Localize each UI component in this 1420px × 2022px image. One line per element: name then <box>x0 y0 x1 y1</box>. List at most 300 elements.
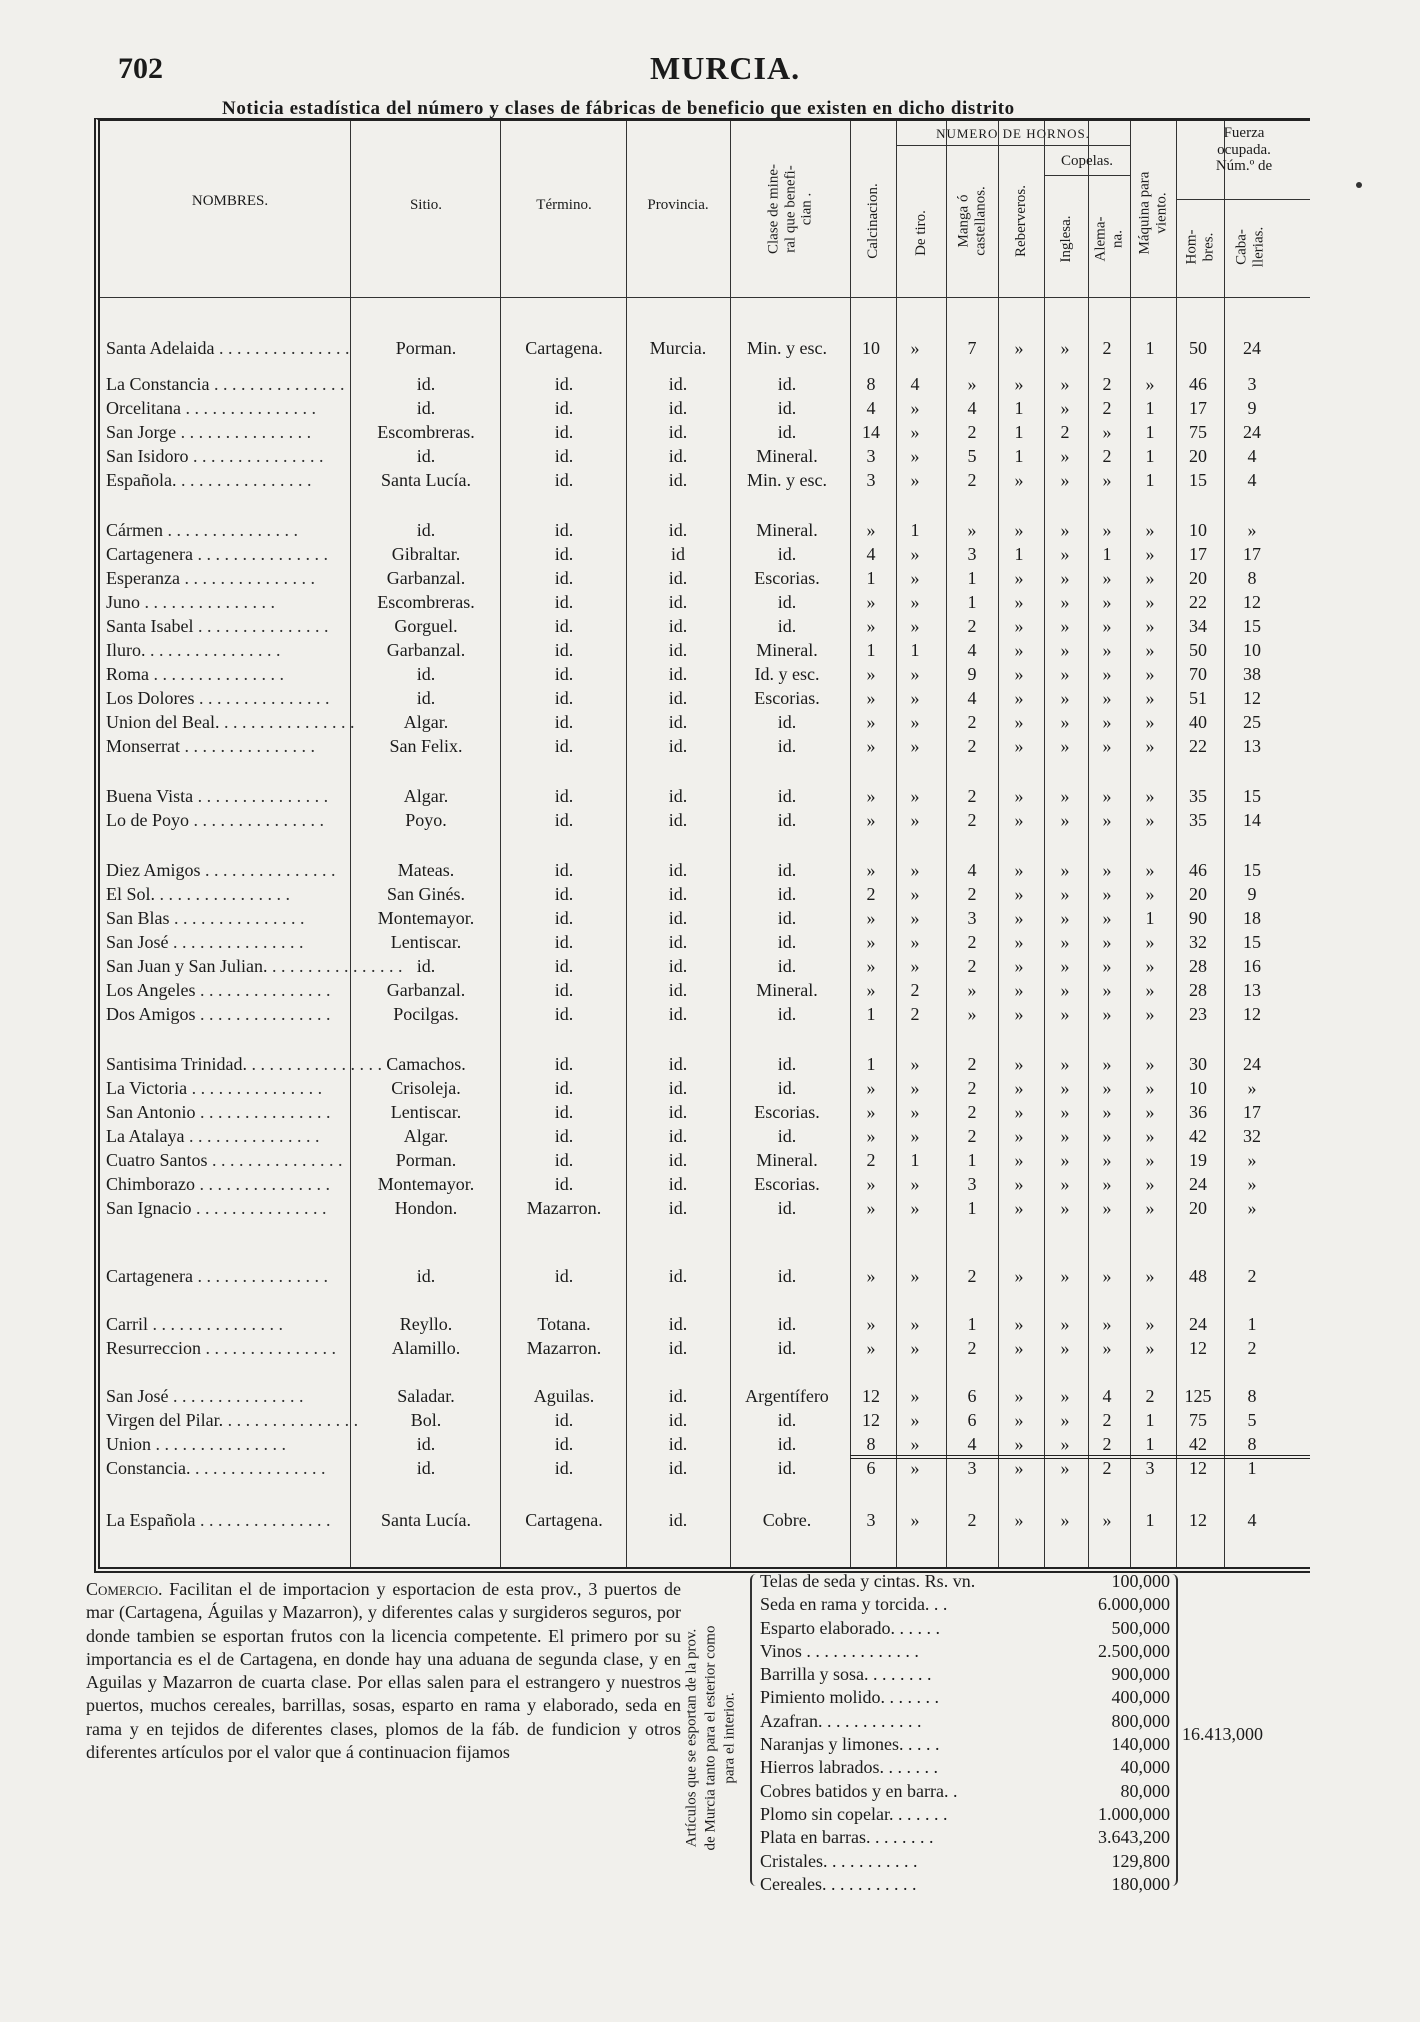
count-cell: 24 <box>1243 422 1261 442</box>
header-fuerza: Fuerza ocupada. Núm.º de <box>1215 125 1273 174</box>
count-cell: » <box>866 810 876 830</box>
count-cell: 36 <box>1189 1102 1207 1122</box>
count-cell: » <box>910 398 920 418</box>
count-cell: 22 <box>1189 592 1207 612</box>
count-cell: » <box>1060 908 1070 928</box>
count-cell: 42 <box>1189 1126 1207 1146</box>
count-cell: » <box>1102 884 1112 904</box>
count-cell: 12 <box>1243 1004 1261 1024</box>
count-cell: » <box>1145 810 1155 830</box>
count-cell: 1 <box>1247 1458 1257 1478</box>
table-row <box>100 1077 1310 1100</box>
export-item-label: Telas de seda y cintas. Rs. vn. <box>760 1571 976 1591</box>
table-row <box>100 955 1310 978</box>
municipality: id. <box>554 470 574 490</box>
site: Garbanzal. <box>386 640 466 660</box>
mineral-class: id. <box>777 1266 797 1286</box>
count-cell: » <box>1102 712 1112 732</box>
factory-name: Iluro. . . . . . . . . . . . . . . . <box>106 640 281 660</box>
count-cell: 2 <box>1247 1338 1257 1358</box>
count-cell: » <box>1060 544 1070 564</box>
municipality: id. <box>554 1150 574 1170</box>
count-cell: 2 <box>967 1126 977 1146</box>
count-cell: 2 <box>967 1078 977 1098</box>
count-cell: 14 <box>1243 810 1261 830</box>
count-cell: » <box>1145 1078 1155 1098</box>
count-cell: » <box>1060 1150 1070 1170</box>
count-cell: » <box>1247 1198 1257 1218</box>
province: id. <box>668 1198 688 1218</box>
mineral-class: id. <box>777 1078 797 1098</box>
count-cell: 48 <box>1189 1266 1207 1286</box>
count-cell: 2 <box>1102 374 1112 394</box>
table-row <box>100 615 1310 638</box>
count-cell: 1 <box>866 640 876 660</box>
province: id. <box>668 1386 688 1406</box>
header-caballerias: Caba- llerias. <box>1233 226 1266 268</box>
mineral-class: id. <box>777 1434 797 1454</box>
count-cell: » <box>1102 1510 1112 1530</box>
count-cell: » <box>1102 592 1112 612</box>
count-cell: 35 <box>1189 810 1207 830</box>
count-cell: » <box>1060 1102 1070 1122</box>
page-title: MURCIA. <box>650 50 801 86</box>
province: id. <box>668 1004 688 1024</box>
count-cell: » <box>1060 568 1070 588</box>
count-cell: 2 <box>866 1150 876 1170</box>
count-cell: » <box>1102 1266 1112 1286</box>
header-calcinacion: Calcinacion. <box>864 183 881 259</box>
count-cell: 1 <box>967 1150 977 1170</box>
count-cell: 1 <box>866 568 876 588</box>
province: Murcia. <box>649 338 707 358</box>
count-cell: » <box>910 1078 920 1098</box>
province: id. <box>668 1078 688 1098</box>
factory-name: La Victoria . . . . . . . . . . . . . . . <box>106 1078 323 1098</box>
count-cell: » <box>1014 736 1024 756</box>
count-cell: 1 <box>1102 544 1112 564</box>
count-cell: 2 <box>1102 1458 1112 1478</box>
province: id. <box>668 568 688 588</box>
count-cell: 20 <box>1189 568 1207 588</box>
count-cell: 1 <box>1145 470 1155 490</box>
municipality: id. <box>554 592 574 612</box>
count-cell: » <box>1060 446 1070 466</box>
table-row <box>100 1197 1310 1220</box>
count-cell: 2 <box>967 422 977 442</box>
factory-name: Monserrat . . . . . . . . . . . . . . . <box>106 736 315 756</box>
count-cell: » <box>866 712 876 732</box>
count-cell: 9 <box>1247 884 1257 904</box>
export-item-label: Cereales. . . . . . . . . . . <box>760 1873 917 1894</box>
count-cell: 13 <box>1243 736 1261 756</box>
count-cell: » <box>1014 338 1024 358</box>
brace-left <box>750 1574 760 1886</box>
count-cell: » <box>1014 908 1024 928</box>
count-cell: » <box>1102 1198 1112 1218</box>
count-cell: 8 <box>866 374 876 394</box>
count-cell: » <box>1145 520 1155 540</box>
municipality: id. <box>554 1458 574 1478</box>
site: Gibraltar. <box>391 544 461 564</box>
municipality: Mazarron. <box>526 1338 602 1358</box>
count-cell: » <box>1145 664 1155 684</box>
count-cell: » <box>1060 1054 1070 1074</box>
province: id. <box>668 786 688 806</box>
export-item-value: 500,000 <box>1111 1617 1170 1638</box>
count-cell: » <box>1247 1174 1257 1194</box>
count-cell: 1 <box>1145 1434 1155 1454</box>
site: Hondon. <box>394 1198 458 1218</box>
site: id. <box>416 1434 436 1454</box>
brace-right <box>1168 1574 1178 1886</box>
province: id. <box>668 884 688 904</box>
province: id. <box>668 616 688 636</box>
table-row <box>100 1457 1310 1480</box>
count-cell: » <box>1102 1314 1112 1334</box>
count-cell: » <box>967 980 977 1000</box>
count-cell: 2 <box>1247 1266 1257 1286</box>
count-cell: » <box>1060 1314 1070 1334</box>
municipality: id. <box>554 544 574 564</box>
province: id. <box>668 446 688 466</box>
factory-name: Española. . . . . . . . . . . . . . . . <box>106 470 312 490</box>
count-cell: 1 <box>1145 1410 1155 1430</box>
count-cell: » <box>866 1102 876 1122</box>
export-item-value: 140,000 <box>1111 1734 1170 1755</box>
count-cell: » <box>1060 374 1070 394</box>
mineral-class: id. <box>777 932 797 952</box>
site: Algar. <box>403 1126 449 1146</box>
count-cell: » <box>1060 338 1070 358</box>
export-item-value: 100,000 <box>1111 1571 1170 1591</box>
count-cell: 28 <box>1189 980 1207 1000</box>
count-cell: 2 <box>1102 1410 1112 1430</box>
export-item-label: Cobres batidos y en barra. . <box>760 1780 958 1801</box>
mineral-class: id. <box>777 712 797 732</box>
province: id. <box>668 374 688 394</box>
export-item-label: Esparto elaborado. . . . . . <box>760 1617 940 1638</box>
factory-name: Cartagenera . . . . . . . . . . . . . . . <box>106 1266 328 1286</box>
header-manga: Manga ó castellanos. <box>955 186 988 256</box>
count-cell: » <box>1014 520 1024 540</box>
count-cell: 2 <box>967 1510 977 1530</box>
count-cell: 75 <box>1189 422 1207 442</box>
header-de-tiro: De tiro. <box>912 210 929 256</box>
table-row <box>100 907 1310 930</box>
count-cell: » <box>1145 884 1155 904</box>
table-row <box>100 1173 1310 1196</box>
site: Garbanzal. <box>386 568 466 588</box>
count-cell: 12 <box>1189 1458 1207 1478</box>
count-cell: » <box>1060 736 1070 756</box>
count-cell: » <box>1102 810 1112 830</box>
municipality: id. <box>554 1078 574 1098</box>
export-item-value: 400,000 <box>1111 1687 1170 1708</box>
count-cell: » <box>1247 1150 1257 1170</box>
count-cell: 20 <box>1189 446 1207 466</box>
municipality: id. <box>554 1126 574 1146</box>
table-row <box>100 735 1310 758</box>
count-cell: » <box>910 1510 920 1530</box>
count-cell: » <box>910 544 920 564</box>
mineral-class: Mineral. <box>756 980 818 1000</box>
export-item-value: 180,000 <box>1111 1873 1170 1894</box>
factory-name: Lo de Poyo . . . . . . . . . . . . . . . <box>106 810 324 830</box>
mineral-class: id. <box>777 592 797 612</box>
count-cell: 34 <box>1189 616 1207 636</box>
count-cell: » <box>1060 956 1070 976</box>
count-cell: » <box>1060 470 1070 490</box>
count-cell: » <box>1102 932 1112 952</box>
count-cell: » <box>1102 786 1112 806</box>
export-item-value: 900,000 <box>1111 1664 1170 1685</box>
site: id. <box>416 688 436 708</box>
mineral-class: Argentífero <box>745 1386 829 1406</box>
count-cell: 10 <box>1189 520 1207 540</box>
mineral-class: Mineral. <box>756 640 818 660</box>
count-cell: » <box>1145 956 1155 976</box>
count-cell: » <box>1102 520 1112 540</box>
count-cell: 22 <box>1189 736 1207 756</box>
mineral-class: Min. y esc. <box>747 470 827 490</box>
factory-name: San Isidoro . . . . . . . . . . . . . . . <box>106 446 324 466</box>
province: id. <box>668 664 688 684</box>
mineral-class: Escorias. <box>754 688 820 708</box>
site: Montemayor. <box>377 1174 475 1194</box>
count-cell: » <box>1014 1314 1024 1334</box>
count-cell: 2 <box>1102 338 1112 358</box>
count-cell: 3 <box>1247 374 1257 394</box>
count-cell: » <box>1014 664 1024 684</box>
count-cell: 2 <box>1060 422 1070 442</box>
count-cell: » <box>1060 786 1070 806</box>
count-cell: » <box>1145 786 1155 806</box>
count-cell: 90 <box>1189 908 1207 928</box>
count-cell: » <box>1060 1386 1070 1406</box>
count-cell: 2 <box>967 884 977 904</box>
count-cell: » <box>1060 1174 1070 1194</box>
table-row <box>100 1003 1310 1026</box>
count-cell: » <box>1014 1386 1024 1406</box>
count-cell: 1 <box>1145 422 1155 442</box>
count-cell: » <box>1014 1078 1024 1098</box>
count-cell: » <box>1060 640 1070 660</box>
table-subtitle: Noticia estadística del número y clases de fábricas de beneficio que existen en dicho distrito <box>222 98 1015 119</box>
count-cell: » <box>1145 592 1155 612</box>
count-cell: 9 <box>967 664 977 684</box>
site: Gorguel. <box>394 616 458 636</box>
count-cell: » <box>910 664 920 684</box>
count-cell: 1 <box>910 640 920 660</box>
mineral-class: id. <box>777 810 797 830</box>
count-cell: » <box>1102 736 1112 756</box>
count-cell: 1 <box>967 568 977 588</box>
count-cell: » <box>1014 1266 1024 1286</box>
export-item <box>760 1873 1170 1896</box>
export-item-label: Barrilla y sosa. . . . . . . . <box>760 1664 932 1685</box>
mineral-class: Escorias. <box>754 568 820 588</box>
count-cell: » <box>1014 1458 1024 1478</box>
count-cell: 3 <box>967 1458 977 1478</box>
factory-name: Santisima Trinidad. . . . . . . . . . . . . . . . <box>106 1054 383 1074</box>
municipality: id. <box>554 568 574 588</box>
count-cell: » <box>1014 810 1024 830</box>
count-cell: » <box>866 980 876 1000</box>
count-cell: 30 <box>1189 1054 1207 1074</box>
municipality: Mazarron. <box>526 1198 602 1218</box>
table-row <box>100 1265 1310 1288</box>
count-cell: 10 <box>1243 640 1261 660</box>
table-row <box>100 1101 1310 1124</box>
factory-name: San José . . . . . . . . . . . . . . . <box>106 1386 304 1406</box>
export-item <box>760 1710 1170 1733</box>
count-cell: 75 <box>1189 1410 1207 1430</box>
count-cell: » <box>910 736 920 756</box>
count-cell: » <box>1102 908 1112 928</box>
export-item-label: Pimiento molido. . . . . . . <box>760 1687 940 1708</box>
count-cell: » <box>967 1004 977 1024</box>
table-row <box>100 785 1310 808</box>
count-cell: » <box>1014 932 1024 952</box>
count-cell: 12 <box>1189 1338 1207 1358</box>
table-row <box>100 1409 1310 1432</box>
site: id. <box>416 398 436 418</box>
mineral-class: id. <box>777 422 797 442</box>
count-cell: » <box>866 1078 876 1098</box>
count-cell: 4 <box>1247 446 1257 466</box>
count-cell: » <box>866 1198 876 1218</box>
count-cell: 2 <box>967 956 977 976</box>
export-item <box>760 1780 1170 1803</box>
export-item <box>760 1570 1170 1593</box>
table-row <box>100 883 1310 906</box>
table-row <box>100 445 1310 468</box>
factory-name: Cartagenera . . . . . . . . . . . . . . . <box>106 544 328 564</box>
province: id. <box>668 1054 688 1074</box>
export-item-label: Plata en barras. . . . . . . . <box>760 1827 934 1848</box>
count-cell: » <box>1014 616 1024 636</box>
count-cell: 24 <box>1189 1174 1207 1194</box>
count-cell: » <box>1060 884 1070 904</box>
site: Reyllo. <box>399 1314 453 1334</box>
export-item-label: Seda en rama y torcida. . . <box>760 1594 948 1615</box>
count-cell: » <box>1145 1054 1155 1074</box>
count-cell: » <box>1014 640 1024 660</box>
municipality: id. <box>554 688 574 708</box>
count-cell: 2 <box>1145 1386 1155 1406</box>
ink-dot <box>1356 182 1362 188</box>
count-cell: » <box>910 712 920 732</box>
count-cell: » <box>910 1126 920 1146</box>
site: Montemayor. <box>377 908 475 928</box>
count-cell: 17 <box>1243 544 1261 564</box>
table-row <box>100 1433 1310 1456</box>
site: id. <box>416 664 436 684</box>
count-cell: 15 <box>1243 860 1261 880</box>
exports-list <box>760 1570 1170 1896</box>
count-cell: » <box>910 616 920 636</box>
factory-name: Resurreccion . . . . . . . . . . . . . . . <box>106 1338 336 1358</box>
factory-name: Orcelitana . . . . . . . . . . . . . . . <box>106 398 316 418</box>
count-cell: 3 <box>967 544 977 564</box>
site: Algar. <box>403 712 449 732</box>
count-cell: » <box>1060 860 1070 880</box>
count-cell: 14 <box>862 422 880 442</box>
count-cell: » <box>866 860 876 880</box>
count-cell: 24 <box>1243 338 1261 358</box>
mineral-class: id. <box>777 1126 797 1146</box>
export-item-value: 80,000 <box>1120 1780 1170 1801</box>
count-cell: 10 <box>1189 1078 1207 1098</box>
site: Algar. <box>403 786 449 806</box>
count-cell: 1 <box>1145 338 1155 358</box>
factory-name: Union del Beal. . . . . . . . . . . . . . . . <box>106 712 355 732</box>
factory-name: Los Dolores . . . . . . . . . . . . . . . <box>106 688 330 708</box>
count-cell: 1 <box>910 520 920 540</box>
municipality: id. <box>554 786 574 806</box>
factory-name: San Blas . . . . . . . . . . . . . . . <box>106 908 305 928</box>
count-cell: » <box>910 1338 920 1358</box>
count-cell: 2 <box>967 470 977 490</box>
header-termino: Término. <box>536 197 592 213</box>
count-cell: 5 <box>967 446 977 466</box>
municipality: Aguilas. <box>533 1386 595 1406</box>
municipality: id. <box>554 398 574 418</box>
export-item-label: Naranjas y limones. . . . . <box>760 1734 940 1755</box>
count-cell: 4 <box>1247 470 1257 490</box>
municipality: id. <box>554 446 574 466</box>
mineral-class: id. <box>777 1458 797 1478</box>
factory-name: La Constancia . . . . . . . . . . . . . . . <box>106 374 345 394</box>
table-row <box>100 591 1310 614</box>
count-cell: » <box>866 688 876 708</box>
count-cell: » <box>1102 470 1112 490</box>
count-cell: 3 <box>967 1174 977 1194</box>
province: id. <box>668 470 688 490</box>
site: Santa Lucía. <box>381 1510 471 1530</box>
count-cell: » <box>1102 860 1112 880</box>
export-item-value: 3.643,200 <box>1098 1827 1170 1848</box>
table-row <box>100 469 1310 492</box>
count-cell: 4 <box>1102 1386 1112 1406</box>
exports-side-label <box>680 1578 742 1898</box>
export-item <box>760 1617 1170 1640</box>
export-item <box>760 1733 1170 1756</box>
factory-name: Constancia. . . . . . . . . . . . . . . . <box>106 1458 326 1478</box>
count-cell: 2 <box>967 932 977 952</box>
count-cell: » <box>1060 1266 1070 1286</box>
count-cell: » <box>866 956 876 976</box>
export-item-label: Hierros labrados. . . . . . . <box>760 1757 938 1778</box>
count-cell: 40 <box>1189 712 1207 732</box>
export-item <box>760 1756 1170 1779</box>
count-cell: 2 <box>1102 1434 1112 1454</box>
count-cell: » <box>1014 980 1024 1000</box>
province: id. <box>668 1126 688 1146</box>
province: id. <box>668 1338 688 1358</box>
site: Mateas. <box>397 860 455 880</box>
count-cell: » <box>1014 374 1024 394</box>
site: Bol. <box>410 1410 442 1430</box>
count-cell: » <box>1145 712 1155 732</box>
count-cell: 6 <box>866 1458 876 1478</box>
count-cell: 1 <box>1247 1314 1257 1334</box>
count-cell: » <box>967 374 977 394</box>
export-item-value: 129,800 <box>1111 1850 1170 1871</box>
count-cell: » <box>1014 884 1024 904</box>
count-cell: 2 <box>967 1054 977 1074</box>
